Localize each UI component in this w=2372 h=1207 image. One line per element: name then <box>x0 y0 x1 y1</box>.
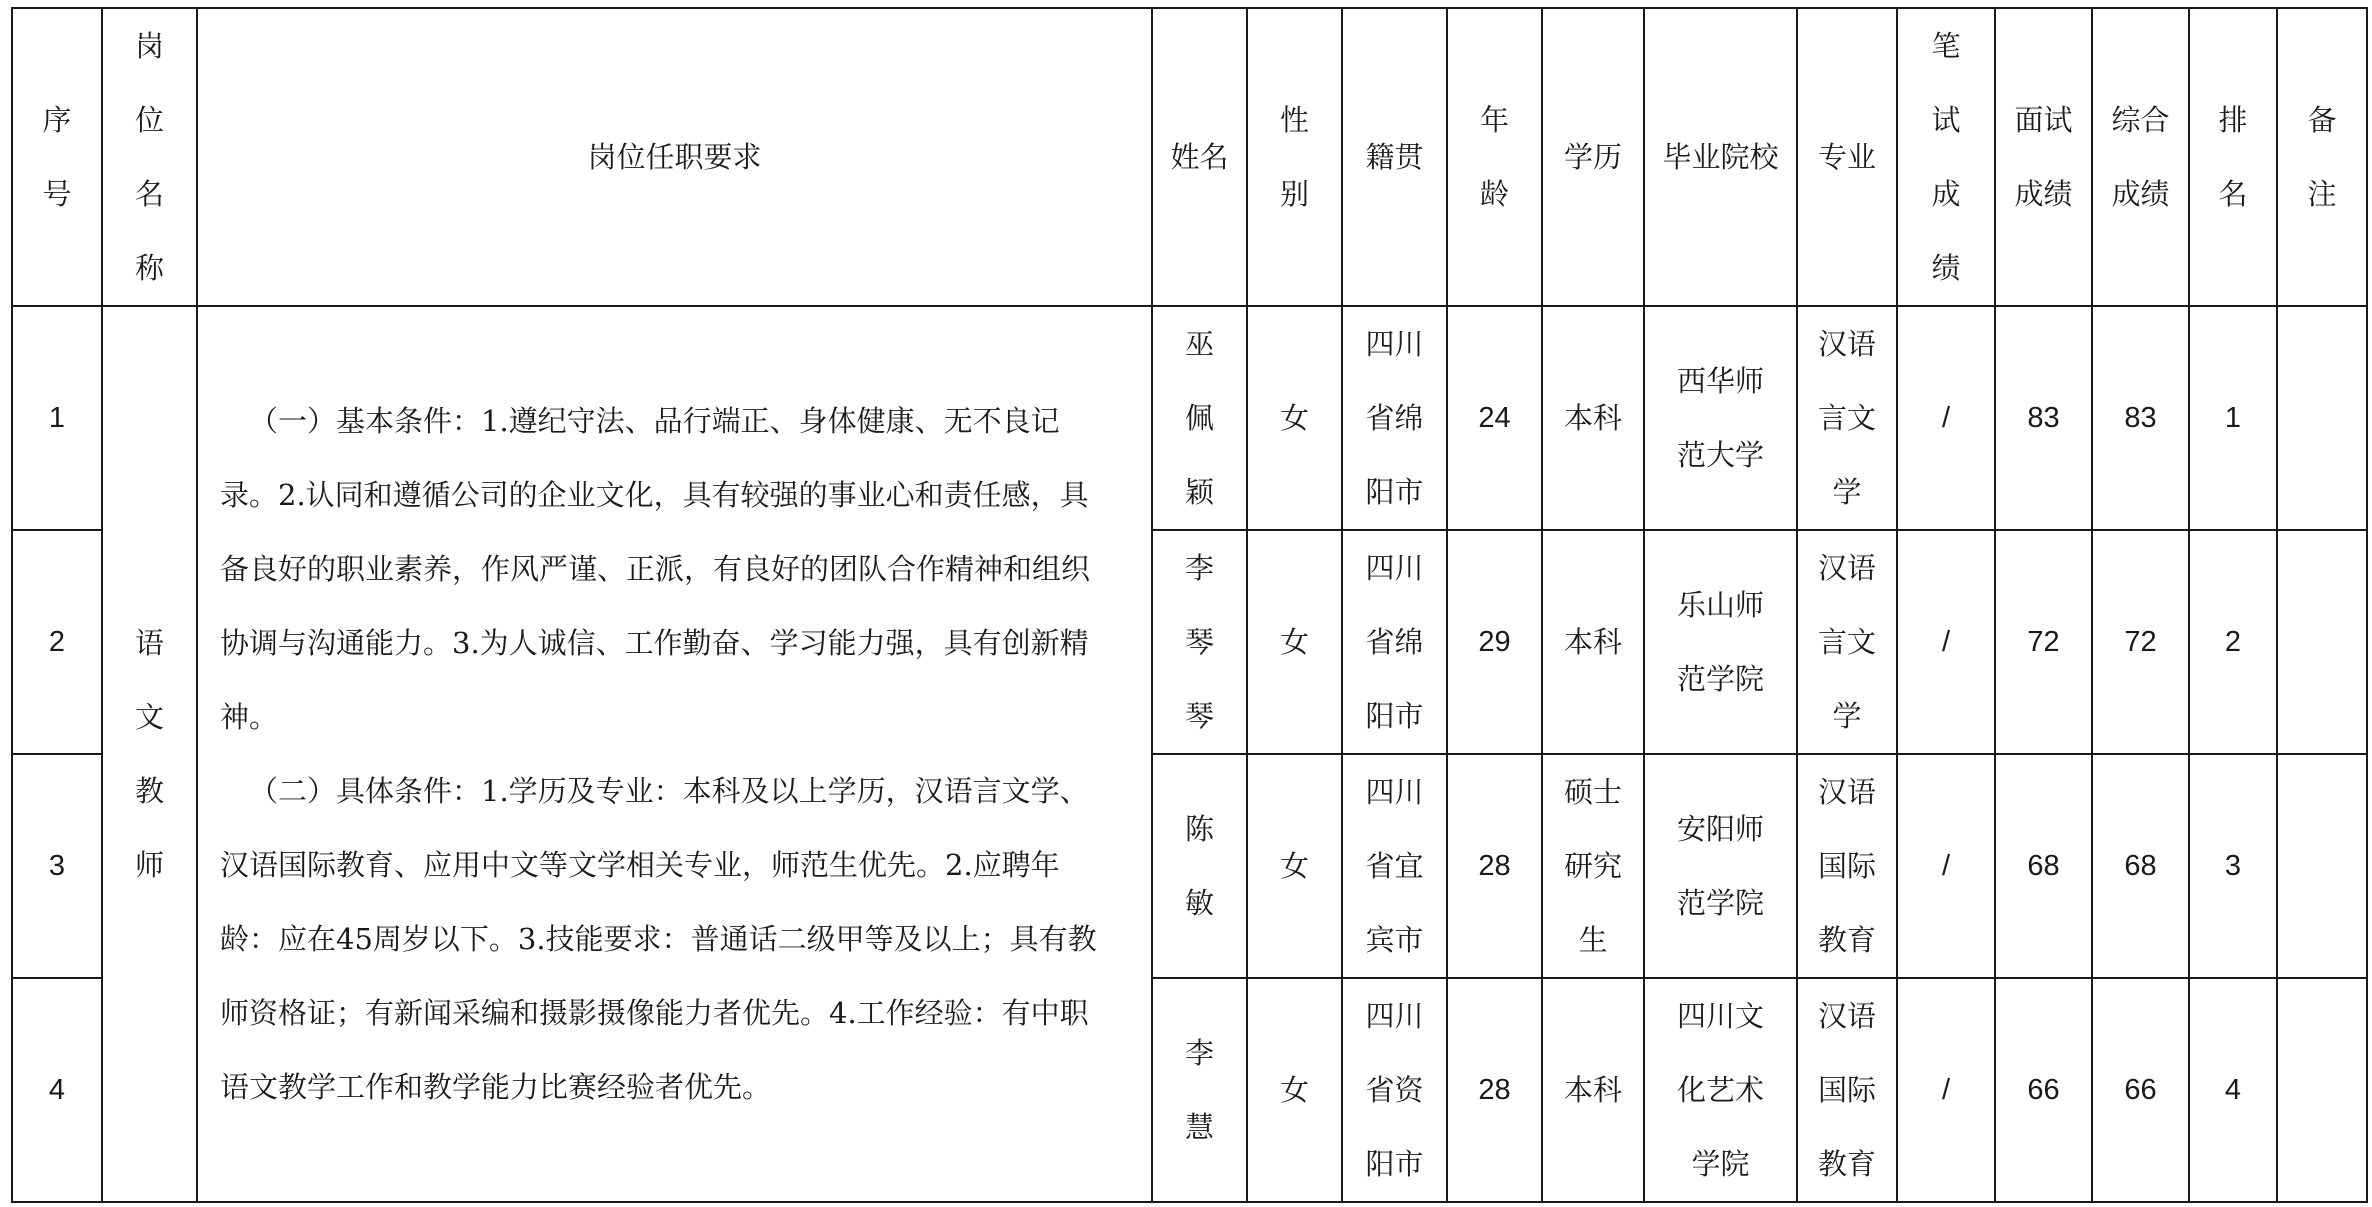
cell-total: 66 <box>2092 978 2189 1202</box>
header-major: 专业 <box>1797 8 1897 306</box>
cell-interview: 72 <box>1995 530 2092 754</box>
cell-remark <box>2277 306 2367 530</box>
cell-major: 汉语言文学 <box>1797 306 1897 530</box>
cell-education: 本科 <box>1542 978 1644 1202</box>
cell-remark <box>2277 530 2367 754</box>
cell-age: 28 <box>1447 978 1542 1202</box>
header-written: 笔试成绩 <box>1897 8 1995 306</box>
cell-major: 汉语言文学 <box>1797 530 1897 754</box>
cell-age: 29 <box>1447 530 1542 754</box>
cell-age: 28 <box>1447 754 1542 978</box>
cell-origin: 四川省绵阳市 <box>1342 306 1447 530</box>
cell-seq: 1 <box>12 306 102 530</box>
cell-rank: 2 <box>2189 530 2277 754</box>
header-interview: 面试成绩 <box>1995 8 2092 306</box>
cell-gender: 女 <box>1247 306 1342 530</box>
cell-total: 83 <box>2092 306 2189 530</box>
header-seq: 序号 <box>12 8 102 306</box>
cell-school: 西华师范大学 <box>1644 306 1797 530</box>
cell-seq: 3 <box>12 754 102 978</box>
header-name: 姓名 <box>1152 8 1247 306</box>
cell-education: 硕士研究生 <box>1542 754 1644 978</box>
header-remark: 备注 <box>2277 8 2367 306</box>
cell-name: 李琴琴 <box>1152 530 1247 754</box>
header-total: 综合成绩 <box>2092 8 2189 306</box>
cell-seq: 2 <box>12 530 102 754</box>
header-gender: 性别 <box>1247 8 1342 306</box>
cell-origin: 四川省宜宾市 <box>1342 754 1447 978</box>
header-origin: 籍贯 <box>1342 8 1447 306</box>
cell-education: 本科 <box>1542 306 1644 530</box>
cell-origin: 四川省绵阳市 <box>1342 530 1447 754</box>
cell-rank: 4 <box>2189 978 2277 1202</box>
cell-interview: 66 <box>1995 978 2092 1202</box>
cell-written: / <box>1897 530 1995 754</box>
cell-remark <box>2277 978 2367 1202</box>
header-post: 岗位名称 <box>102 8 197 306</box>
header-school: 毕业院校 <box>1644 8 1797 306</box>
cell-rank: 1 <box>2189 306 2277 530</box>
table-row <box>12 306 2367 530</box>
cell-requirements <box>197 306 1152 1202</box>
cell-total: 72 <box>2092 530 2189 754</box>
cell-major: 汉语国际教育 <box>1797 754 1897 978</box>
cell-remark <box>2277 754 2367 978</box>
cell-interview: 68 <box>1995 754 2092 978</box>
header-requirements: 岗位任职要求 <box>197 8 1152 306</box>
cell-written: / <box>1897 306 1995 530</box>
cell-major: 汉语国际教育 <box>1797 978 1897 1202</box>
cell-age: 24 <box>1447 306 1542 530</box>
header-age: 年龄 <box>1447 8 1542 306</box>
cell-total: 68 <box>2092 754 2189 978</box>
cell-written: / <box>1897 978 1995 1202</box>
cell-education: 本科 <box>1542 530 1644 754</box>
cell-interview: 83 <box>1995 306 2092 530</box>
results-table <box>11 7 2368 1203</box>
header-education: 学历 <box>1542 8 1644 306</box>
cell-written: / <box>1897 754 1995 978</box>
cell-school: 乐山师范学院 <box>1644 530 1797 754</box>
cell-gender: 女 <box>1247 754 1342 978</box>
cell-gender: 女 <box>1247 530 1342 754</box>
cell-name: 巫佩颖 <box>1152 306 1247 530</box>
cell-school: 四川文化艺术学院 <box>1644 978 1797 1202</box>
header-rank: 排名 <box>2189 8 2277 306</box>
cell-seq: 4 <box>12 978 102 1202</box>
requirements-basic: （一）基本条件：1.遵纪守法、品行端正、身体健康、无不良记录。2.认同和遵循公司的企业文化，具有较强的事业心和责任感，具备良好的职业素养，作风严谨、正派，有良好的团队合作精神和组织协调与沟通能力。3.为人诚信、工作勤奋、学习能力强，具有创新精神。 <box>220 404 1091 734</box>
cell-gender: 女 <box>1247 978 1342 1202</box>
cell-name: 李慧 <box>1152 978 1247 1202</box>
cell-name: 陈敏 <box>1152 754 1247 978</box>
header-row <box>12 8 2367 306</box>
cell-origin: 四川省资阳市 <box>1342 978 1447 1202</box>
requirements-specific: （二）具体条件：1.学历及专业：本科及以上学历，汉语言文学、汉语国际教育、应用中文等文学相关专业，师范生优先。2.应聘年龄：应在45周岁以下。3.技能要求：普通话二级甲等及以上；具有教师资格证；有新闻采编和摄影摄像能力者优先。4.工作经验：有中职语文教学工作和教学能力比赛经验者优先。 <box>220 774 1097 1104</box>
cell-school: 安阳师范学院 <box>1644 754 1797 978</box>
cell-post-name: 语文教师 <box>102 306 197 1202</box>
cell-rank: 3 <box>2189 754 2277 978</box>
